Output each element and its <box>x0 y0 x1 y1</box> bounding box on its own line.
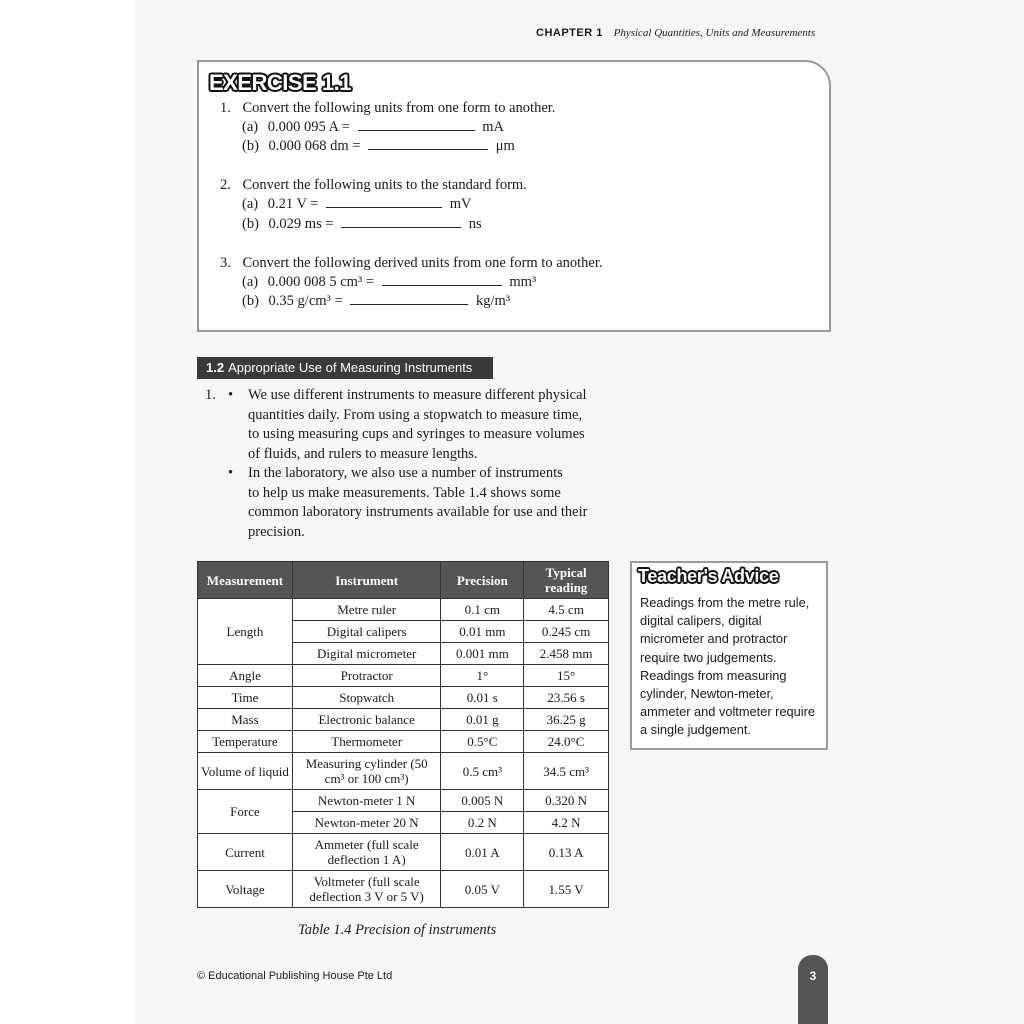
part-expression: 0.000 068 dm = <box>268 138 361 154</box>
answer-blank[interactable] <box>358 130 475 131</box>
cell-instrument: Ammeter (full scale deflection 1 A) <box>292 834 441 871</box>
cell-measurement: Mass <box>198 709 293 731</box>
answer-blank[interactable] <box>368 149 488 150</box>
chapter-subtitle: Physical Quantities, Units and Measurements <box>613 27 816 39</box>
cell-instrument: Thermometer <box>292 731 441 753</box>
cell-reading: 4.5 cm <box>524 599 609 621</box>
cell-reading: 2.458 mm <box>524 643 609 665</box>
table-row <box>198 731 609 753</box>
cell-measurement: Voltage <box>198 871 293 908</box>
text-line: of fluids, and rulers to measure lengths. <box>248 445 478 462</box>
part-expression: 0.35 g/cm³ = <box>268 293 343 309</box>
column-header: Precision <box>441 562 524 599</box>
section-title: Appropriate Use of Measuring Instruments <box>228 360 473 375</box>
cell-measurement: Temperature <box>198 731 293 753</box>
cell-measurement: Current <box>198 834 293 871</box>
cell-measurement: Volume of liquid <box>198 753 293 790</box>
part-label: (b) <box>242 138 259 154</box>
table-row <box>198 687 609 709</box>
part-label: (b) <box>242 293 259 309</box>
text-line: to help us make measurements. Table 1.4 shows some <box>248 484 561 501</box>
table-row <box>198 790 609 812</box>
bullet-2-mark: • <box>228 465 234 481</box>
cell-instrument: Voltmeter (full scale deflection 3 V or 5 V) <box>292 871 441 908</box>
part-unit: mV <box>449 196 472 212</box>
table-row <box>198 871 609 908</box>
table-row <box>198 665 609 687</box>
part-expression: 0.000 095 A = <box>267 119 351 135</box>
question-number: 1. <box>220 100 231 116</box>
text-line: common laboratory instruments available for use and their <box>248 504 588 520</box>
part-expression: 0.21 V = <box>267 196 319 212</box>
column-header: Measurement <box>198 562 293 599</box>
text-line: precision. <box>248 523 305 540</box>
cell-reading: 34.5 cm³ <box>524 753 609 790</box>
cell-precision: 0.1 cm <box>441 599 524 621</box>
cell-precision: 0.01 s <box>441 687 524 709</box>
cell-reading: 4.2 N <box>524 812 609 834</box>
question-3a <box>242 274 536 291</box>
cell-reading: 0.13 A <box>524 834 609 871</box>
cell-precision: 0.5 cm³ <box>441 753 524 790</box>
question-2b <box>242 216 482 233</box>
text-line: In the laboratory, we also use a number of instruments <box>248 465 563 481</box>
bullet-2-text <box>248 464 587 542</box>
cell-measurement: Time <box>198 687 293 709</box>
teachers-advice-title: Teacher's Advice <box>638 566 779 586</box>
part-label: (b) <box>242 216 259 232</box>
item-number: 1. <box>205 387 216 403</box>
cell-instrument: Protractor <box>292 665 441 687</box>
precision-table <box>197 561 609 908</box>
cell-instrument: Metre ruler <box>292 599 441 621</box>
question-3b <box>242 293 510 310</box>
question-1b <box>242 138 515 155</box>
question-3 <box>220 255 603 272</box>
part-expression: 0.000 008 5 cm³ = <box>267 274 375 290</box>
part-unit: mm³ <box>509 274 537 290</box>
cell-precision: 0.01 A <box>441 834 524 871</box>
answer-blank[interactable] <box>326 207 442 208</box>
bullet-1-text <box>248 386 587 464</box>
copyright-footer: © Educational Publishing House Pte Ltd <box>197 970 393 982</box>
table-row <box>198 709 609 731</box>
question-1 <box>220 100 555 117</box>
cell-instrument: Newton-meter 1 N <box>292 790 441 812</box>
cell-measurement: Force <box>198 790 293 834</box>
part-expression: 0.029 ms = <box>268 216 334 232</box>
text-line: We use different instruments to measure different physical <box>248 387 587 403</box>
cell-instrument: Stopwatch <box>292 687 441 709</box>
cell-precision: 0.001 mm <box>441 643 524 665</box>
answer-blank[interactable] <box>341 227 461 228</box>
cell-reading: 23.56 s <box>524 687 609 709</box>
cell-reading: 1.55 V <box>524 871 609 908</box>
part-unit: ns <box>468 216 482 232</box>
part-unit: kg/m³ <box>475 293 511 309</box>
exercise-title: EXERCISE 1.1 <box>209 70 351 95</box>
part-label: (a) <box>242 274 259 290</box>
question-2a <box>242 196 471 213</box>
cell-reading: 15° <box>524 665 609 687</box>
question-2 <box>220 177 527 194</box>
page-number: 3 <box>809 969 817 983</box>
question-text: Convert the following units from one form to another. <box>242 100 556 116</box>
cell-precision: 0.5°C <box>441 731 524 753</box>
cell-instrument: Measuring cylinder (50 cm³ or 100 cm³) <box>292 753 441 790</box>
answer-blank[interactable] <box>382 285 502 286</box>
question-text: Convert the following derived units from one form to another. <box>242 255 603 271</box>
cell-precision: 0.01 g <box>441 709 524 731</box>
table-header-row <box>198 562 609 599</box>
table-row <box>198 599 609 621</box>
cell-instrument: Digital micrometer <box>292 643 441 665</box>
cell-precision: 0.005 N <box>441 790 524 812</box>
cell-reading: 0.320 N <box>524 790 609 812</box>
running-header <box>536 27 815 39</box>
cell-instrument: Newton-meter 20 N <box>292 812 441 834</box>
column-header: Instrument <box>292 562 441 599</box>
cell-measurement: Length <box>198 599 293 665</box>
section-heading <box>197 357 493 379</box>
page-number-tab <box>798 955 828 1024</box>
cell-instrument: Electronic balance <box>292 709 441 731</box>
section-number: 1.2 <box>206 360 225 375</box>
column-header: Typical reading <box>524 562 609 599</box>
table-row <box>198 834 609 871</box>
text-line: quantities daily. From using a stopwatch to measure time, <box>248 406 583 423</box>
cell-reading: 24.0°C <box>524 731 609 753</box>
table-row <box>198 753 609 790</box>
question-number: 3. <box>220 255 231 271</box>
cell-precision: 1° <box>441 665 524 687</box>
table-caption: Table 1.4 Precision of instruments <box>298 922 497 938</box>
part-unit: mA <box>482 119 505 135</box>
bullet-1-mark: • <box>228 387 234 403</box>
cell-precision: 0.01 mm <box>441 621 524 643</box>
cell-precision: 0.2 N <box>441 812 524 834</box>
cell-reading: 36.25 g <box>524 709 609 731</box>
answer-blank[interactable] <box>350 304 468 305</box>
part-label: (a) <box>242 196 259 212</box>
cell-reading: 0.245 cm <box>524 621 609 643</box>
teachers-advice-text: Readings from the metre rule, digital calipers, digital micrometer and protractor require two judgements. Readings from measuring cylinder, Newton-meter, ammeter and voltmeter require a single judgement. <box>640 595 815 738</box>
cell-measurement: Angle <box>198 665 293 687</box>
text-line: to using measuring cups and syringes to measure volumes <box>248 426 585 442</box>
part-label: (a) <box>242 119 259 135</box>
question-text: Convert the following units to the standard form. <box>242 177 527 193</box>
question-1a <box>242 119 504 136</box>
question-number: 2. <box>220 177 231 193</box>
cell-precision: 0.05 V <box>441 871 524 908</box>
part-unit: μm <box>495 138 515 154</box>
chapter-label: CHAPTER 1 <box>536 27 603 39</box>
cell-instrument: Digital calipers <box>292 621 441 643</box>
